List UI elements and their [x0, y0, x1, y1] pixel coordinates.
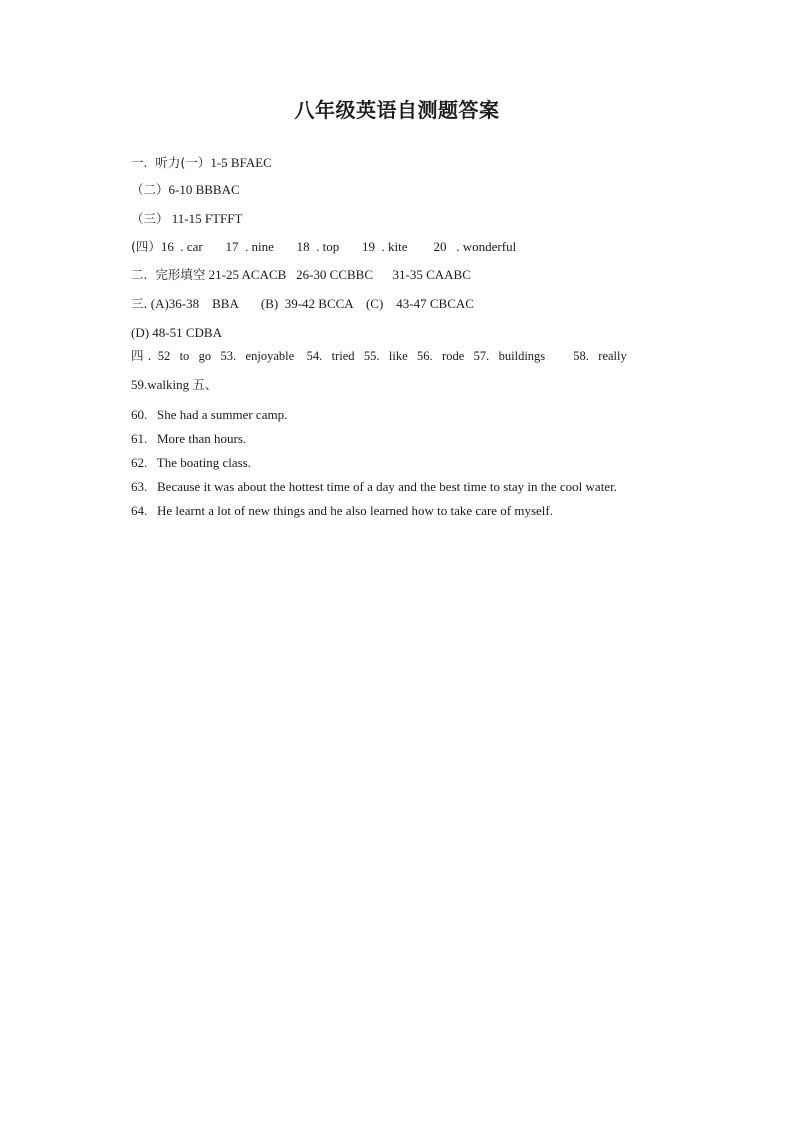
- line-text: 61. More than hours.: [131, 431, 247, 446]
- line-text: 16 . car 17 . nine 18 . top 19 . kite 20 . wonderful: [160, 239, 517, 254]
- line-text: 63. Because it was about the hottest time of a day and the best time to stay in the cool water.: [131, 479, 617, 494]
- line-text: (D) 48-51 CDBA: [131, 325, 222, 340]
- line-text: 62. The boating class.: [131, 455, 251, 470]
- line-text: (A)36-38 BBA (B) 39-42 BCCA (C) 43-47 CBCAC: [147, 296, 474, 311]
- section-five-label: 五、: [192, 377, 218, 392]
- line-text: 6-10 BBBAC: [168, 182, 240, 197]
- page-title: 八年级英语自测题答案: [294, 98, 500, 122]
- line-prefix: 三.: [131, 296, 148, 311]
- line-text: 11-15 FTFFT: [168, 211, 243, 226]
- line-text: 60. She had a summer camp.: [131, 407, 288, 422]
- line-prefix: 二. 完形填空: [131, 267, 206, 282]
- line-text: 1-5 BFAEC: [210, 155, 272, 170]
- line-text: 52 to go 53. enjoyable 54. tried 55. like 56. rode 57. buildings 58. really: [151, 349, 627, 363]
- line-prefix: 四 .: [131, 348, 152, 363]
- line-prefix: （二）: [131, 182, 169, 197]
- line-prefix: （三）: [131, 211, 169, 226]
- line-prefix: 一. 听力(一）: [131, 155, 211, 170]
- line-text: 64. He learnt a lot of new things and he also learned how to take care of myself.: [131, 503, 553, 518]
- line-text: 59.walking: [131, 377, 193, 392]
- line-prefix: (四）: [131, 239, 161, 254]
- answer-64: [118, 487, 553, 535]
- line-text: 21-25 ACACB 26-30 CCBBC 31-35 CAABC: [205, 267, 471, 282]
